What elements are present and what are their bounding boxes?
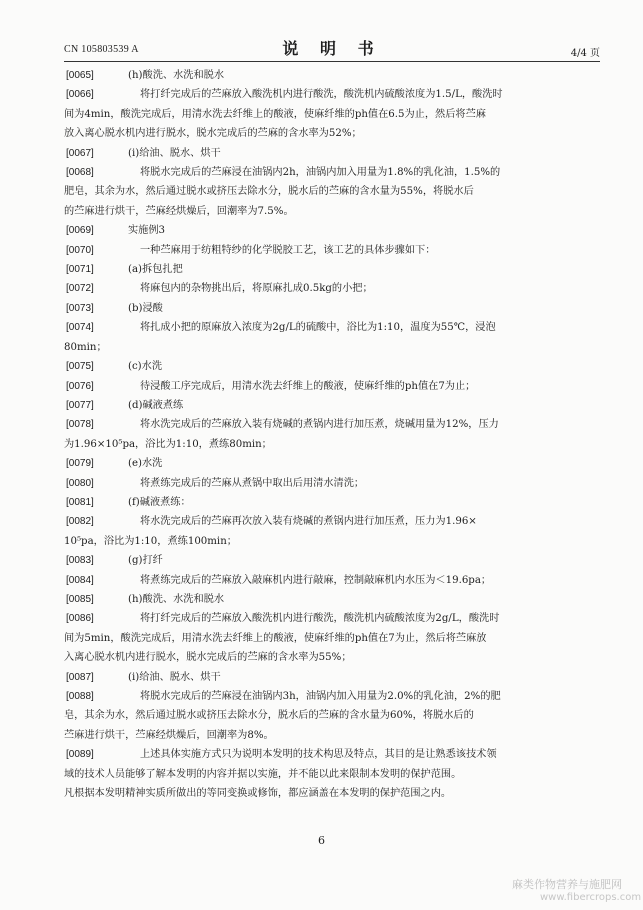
paragraph-line: (f)碱液煮练：: [128, 496, 191, 508]
paragraph-number: [0069]: [66, 225, 94, 237]
paragraph-line: 将煮练完成后的苎麻从煮锅中取出后用清水清洗；: [140, 477, 365, 489]
patent-number: CN 105803539 A: [64, 44, 139, 55]
paragraph-line: (c)水洗: [128, 361, 163, 373]
paragraph: [64, 396, 600, 415]
paragraph-line: 10⁵pa，浴比为1:10，煮练100min；: [64, 535, 237, 547]
paragraph: [64, 745, 600, 803]
paragraph-line: 肥皂，其余为水，然后通过脱水或挤压去除水分，脱水后的苎麻的含水量为55%，将脱水后: [64, 186, 474, 198]
paragraph: [64, 357, 600, 376]
paragraph-line: 间为5min，酸洗完成后，用清水洗去纤维上的酸液，使麻纤维的ph值在7为止，然后将苎麻放: [64, 632, 487, 644]
paragraph: [64, 474, 600, 493]
paragraph: [64, 66, 600, 85]
paragraph-line: 将脱水完成后的苎麻浸在油锅内2h，油锅内加入用量为1.8%的乳化油，1.5%的: [140, 167, 501, 179]
paragraph-line: 实施例3: [128, 225, 166, 237]
paragraph-line: 待浸酸工序完成后，用清水洗去纤维上的酸液，使麻纤维的ph值在7为止；: [140, 380, 476, 392]
paragraph: [64, 85, 600, 143]
paragraph: [64, 609, 600, 667]
page-indicator: 4/4 页: [570, 48, 600, 59]
paragraph-number: [0066]: [66, 89, 94, 101]
document-body: [64, 66, 600, 803]
paragraph-line: 为1.96×10⁵pa，浴比为1:10，煮练80min；: [64, 438, 272, 450]
watermark-site-name: 麻类作物营养与施肥网: [512, 878, 622, 891]
paragraph-number: [0089]: [66, 749, 94, 761]
paragraph: [64, 279, 600, 298]
paragraph-line: 将扎成小把的原麻放入浓度为2g/L的硫酸中，浴比为1:10，温度为55℃，浸泡: [140, 322, 496, 334]
paragraph-number: [0084]: [66, 574, 94, 586]
paragraph-line: 皂，其余为水，然后通过脱水或挤压去除水分，脱水后的苎麻的含水量为60%，将脱水后的: [64, 710, 474, 722]
paragraph-line: 苎麻进行烘干，苎麻经烘燥后，回潮率为8%。: [64, 729, 274, 741]
paragraph-number: [0071]: [66, 264, 94, 276]
paragraph: [64, 260, 600, 279]
paragraph-number: [0081]: [66, 496, 94, 508]
paragraph-line: 入离心脱水机内进行脱水，脱水完成后的苎麻的含水率为55%；: [64, 652, 352, 664]
paragraph-number: [0070]: [66, 244, 94, 256]
paragraph-number: [0076]: [66, 380, 94, 392]
paragraph-number: [0086]: [66, 613, 94, 625]
paragraph-number: [0085]: [66, 593, 94, 605]
paragraph-number: [0088]: [66, 691, 94, 702]
paragraph: [64, 590, 600, 609]
paragraph-line: (a)拆包扎把: [128, 264, 183, 276]
page-number: 6: [318, 834, 325, 847]
paragraph: [64, 454, 600, 473]
paragraph-number: [0065]: [66, 70, 94, 81]
paragraph-line: (h)酸洗、水洗和脱水: [128, 593, 225, 605]
page-header: [64, 36, 600, 60]
paragraph-line: (i)给油、脱水、烘干: [128, 671, 221, 683]
paragraph-number: [0083]: [66, 555, 94, 567]
paragraph: [64, 241, 600, 260]
paragraph-number: [0074]: [66, 322, 94, 334]
paragraph-line: 凡根据本发明精神实质所做出的等同变换或修饰，都应涵盖在本发明的保护范围之内。: [64, 788, 452, 800]
paragraph-line: 域的技术人员能够了解本发明的内容并据以实施，并不能以此来限制本发明的保护范围。: [64, 768, 462, 780]
paragraph-line: (h)酸洗、水洗和脱水: [128, 70, 225, 81]
paragraph-line: (i)给油、脱水、烘干: [128, 147, 221, 159]
paragraph: [64, 493, 600, 512]
paragraph-number: [0075]: [66, 361, 94, 373]
paragraph: [64, 571, 600, 590]
paragraph-line: 上述具体实施方式只为说明本发明的技术构思及特点，其目的是让熟悉该技术领: [140, 749, 497, 761]
paragraph-number: [0080]: [66, 477, 94, 489]
paragraph: [64, 221, 600, 240]
paragraph-line: 的苎麻进行烘干，苎麻经烘燥后，回潮率为7.5%。: [64, 205, 294, 217]
page-title: 说 明 书: [282, 39, 382, 58]
paragraph-number: [0079]: [66, 458, 94, 470]
paragraph-line: 放入离心脱水机内进行脱水，脱水完成后的苎麻的含水率为52%；: [64, 128, 362, 140]
paragraph-number: [0068]: [66, 167, 94, 179]
paragraph: [64, 318, 600, 357]
paragraph: [64, 144, 600, 163]
paragraph: [64, 415, 600, 454]
paragraph: [64, 163, 600, 221]
paragraph-number: [0067]: [66, 147, 94, 159]
paragraph-line: 将脱水完成后的苎麻浸在油锅内3h，油锅内加入用量为2.0%的乳化油，2%的肥: [140, 691, 501, 702]
paragraph-line: 将煮练完成后的苎麻放入敲麻机内进行敲麻，控制敲麻机内水压为＜19.6pa；: [140, 574, 492, 586]
paragraph-line: 间为4min，酸洗完成后，用清水洗去纤维上的酸液，使麻纤维的ph值在6.5为止，然后将苎麻: [64, 108, 486, 120]
paragraph-line: 一种苎麻用于纺粗特纱的化学脱胶工艺，该工艺的具体步骤如下：: [140, 244, 436, 256]
paragraph-number: [0077]: [66, 399, 94, 411]
paragraph-line: (d)碱液煮练: [128, 399, 184, 411]
paragraph-number: [0073]: [66, 302, 94, 314]
paragraph: [64, 551, 600, 570]
paragraph-line: 80min；: [64, 341, 107, 353]
paragraph: [64, 687, 600, 745]
header-rule: [64, 61, 600, 62]
paragraph: [64, 512, 600, 551]
paragraph-number: [0078]: [66, 419, 94, 431]
paragraph: [64, 668, 600, 687]
paragraph-number: [0082]: [66, 516, 94, 528]
paragraph-line: (b)浸酸: [128, 302, 163, 314]
watermark-url: www.fibercrops.com: [540, 892, 642, 903]
paragraph: [64, 377, 600, 396]
paragraph-line: (e)水洗: [128, 458, 163, 470]
paragraph-line: (g)打纤: [128, 555, 163, 567]
paragraph-number: [0072]: [66, 283, 94, 295]
paragraph-line: 将打纤完成后的苎麻放入酸洗机内进行酸洗，酸洗机内硫酸浓度为2g/L，酸洗时: [140, 613, 500, 625]
paragraph-number: [0087]: [66, 671, 94, 683]
paragraph: [64, 299, 600, 318]
paragraph-line: 将打纤完成后的苎麻放入酸洗机内进行酸洗，酸洗机内硫酸浓度为1.5/L，酸洗时: [140, 89, 503, 101]
paragraph-line: 将麻包内的杂物挑出后，将原麻扎成0.5kg的小把；: [140, 283, 373, 295]
paragraph-line: 将水洗完成后的苎麻放入装有烧碱的煮锅内进行加压煮，烧碱用量为12%，压力: [140, 419, 499, 431]
paragraph-line: 将水洗完成后的苎麻再次放入装有烧碱的煮锅内进行加压煮，压力为1.96×: [140, 516, 477, 528]
